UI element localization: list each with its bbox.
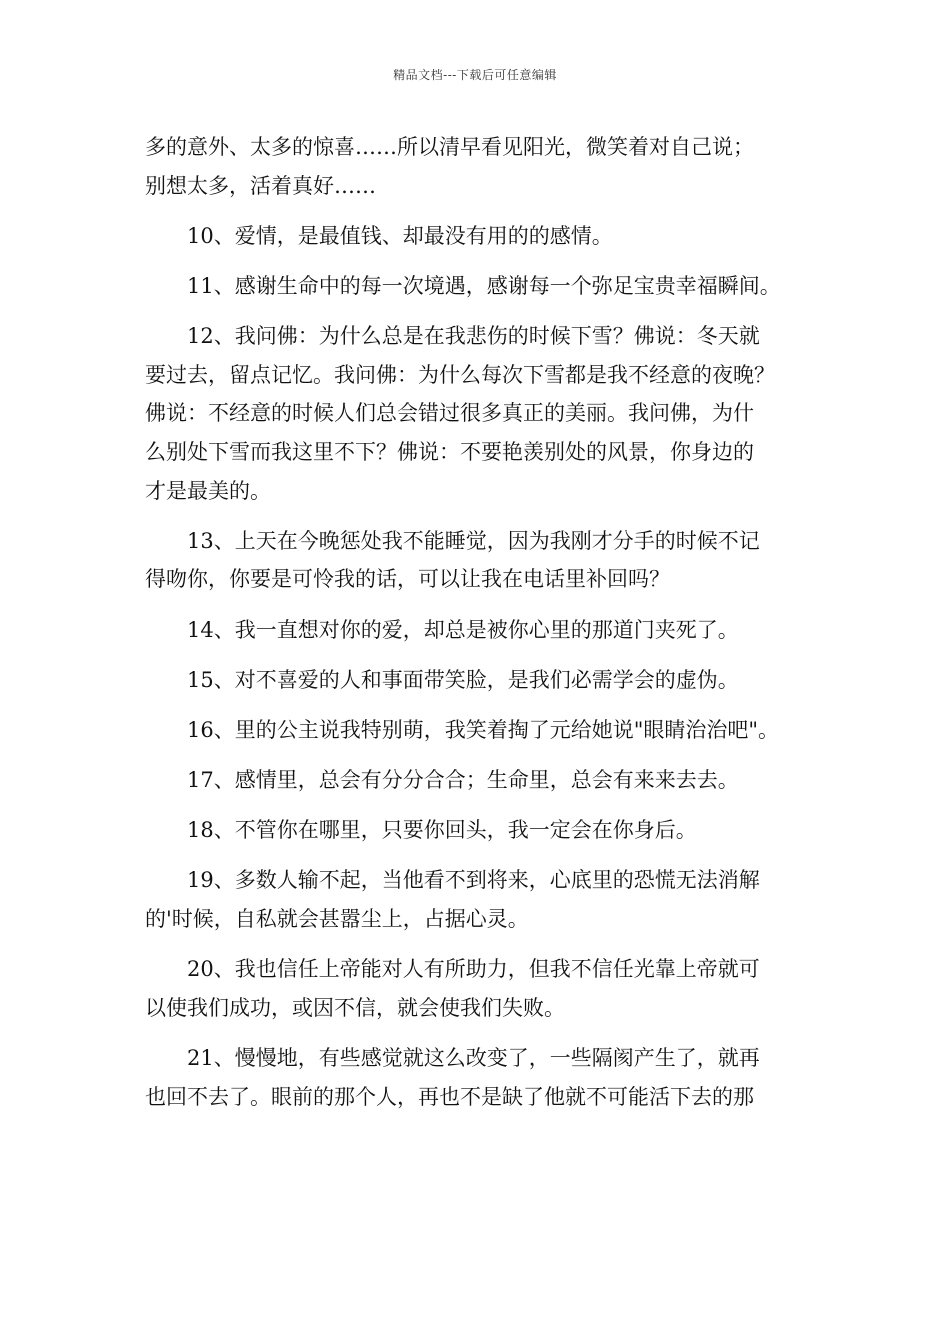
paragraph-line: 16、里的公主说我特别萌，我笑着掏了元给她说"眼睛治治吧"。 <box>187 717 780 742</box>
paragraph-line: 11、感谢生命中的每一次境遇，感谢每一个弥足宝贵幸福瞬间。 <box>187 273 781 298</box>
paragraph-line: 15、对不喜爱的人和事面带笑脸，是我们必需学会的虚伪。 <box>187 667 739 692</box>
paragraph-line: 10、爱情，是最值钱、却最没有用的的感情。 <box>187 223 613 248</box>
paragraph-20 <box>145 950 817 1027</box>
paragraph-line: 17、感情里，总会有分分合合；生命里，总会有来来去去。 <box>187 768 739 793</box>
paragraph-line: 21、慢慢地，有些感觉就这么改变了，一些隔阂产生了，就再 <box>187 1046 760 1070</box>
paragraph-21 <box>145 1039 817 1116</box>
paragraph-line: 得吻你，你要是可怜我的话，可以让我在电话里补回吗？ <box>145 567 670 592</box>
paragraph-line: 多的意外、太多的惊喜……所以清早看见阳光，微笑着对自己说； <box>145 135 754 159</box>
paragraph-line: 佛说：不经意的时候人们总会错过很多真正的美丽。我问佛，为什 <box>145 401 754 426</box>
paragraph-10 <box>145 217 817 256</box>
paragraph-line: 以使我们成功，或因不信，就会使我们失败。 <box>145 995 565 1020</box>
paragraph-16 <box>145 711 817 750</box>
paragraph-13 <box>145 522 817 599</box>
page-header: 精品文档---下载后可任意编辑 <box>393 68 557 82</box>
paragraph-18 <box>145 811 817 850</box>
paragraph-15 <box>145 661 817 700</box>
paragraph-line: 13、上天在今晚惩处我不能睡觉，因为我刚才分手的时候不记 <box>187 528 760 553</box>
paragraph-19 <box>145 861 817 938</box>
document-body <box>145 128 817 1128</box>
paragraph-line: 别想太多，活着真好…… <box>145 173 376 198</box>
paragraph-line: 12、我问佛：为什么总是在我悲伤的时候下雪？佛说：冬天就 <box>187 324 760 349</box>
paragraph-line: 14、我一直想对你的爱，却总是被你心里的那道门夹死了。 <box>187 617 739 642</box>
paragraph-12 <box>145 317 817 510</box>
paragraph-11 <box>145 267 817 306</box>
paragraph-line: 么别处下雪而我这里不下？佛说：不要艳羡别处的风景，你身边的 <box>145 439 754 464</box>
paragraph-continuation <box>145 128 817 205</box>
paragraph-14 <box>145 611 817 650</box>
paragraph-17 <box>145 761 817 800</box>
paragraph-line: 18、不管你在哪里，只要你回头，我一定会在你身后。 <box>187 818 697 843</box>
paragraph-line: 才是最美的。 <box>145 478 271 503</box>
paragraph-line: 也回不去了。眼前的那个人，再也不是缺了他就不可能活下去的那 <box>145 1084 754 1109</box>
paragraph-line: 19、多数人输不起，当他看不到将来，心底里的恐慌无法消解 <box>187 868 760 893</box>
paragraph-line: 的'时候，自私就会甚嚣尘上，占据心灵。 <box>145 907 529 932</box>
paragraph-line: 要过去，留点记忆。我问佛：为什么每次下雪都是我不经意的夜晚？ <box>145 362 775 387</box>
paragraph-line: 20、我也信任上帝能对人有所助力，但我不信任光靠上帝就可 <box>187 957 760 982</box>
